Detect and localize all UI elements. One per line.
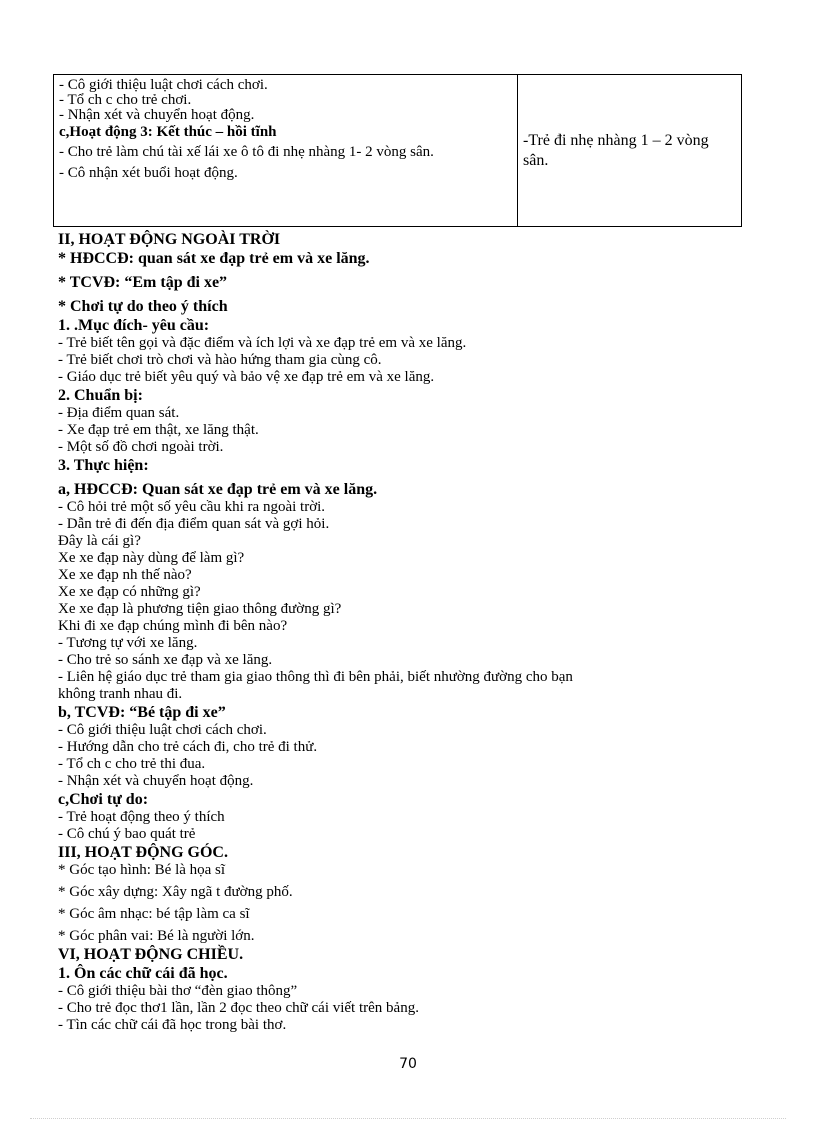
choi-line: * Chơi tự do theo ý thích	[58, 298, 228, 315]
page-number: 70	[399, 1056, 417, 1072]
table-right-text: -Trẻ đi nhẹ nhàng 1 – 2 vòng sân.	[523, 132, 709, 169]
goc-item: * Góc phân vai: Bé là người lớn.	[58, 928, 255, 944]
table-line: - Nhận xét và chuyển hoạt động.	[59, 107, 255, 123]
list-item: - Cô giới thiệu luật chơi cách chơi.	[58, 722, 267, 738]
main-content	[58, 230, 748, 1034]
goc-item: * Góc xây dựng: Xây ngã t đường phố.	[58, 884, 293, 900]
list-item: - Tìn các chữ cái đã học trong bài thơ.	[58, 1017, 287, 1033]
list-item: - Cho trẻ đọc thơ1 lần, lần 2 đọc theo chữ cái viết trên bảng.	[58, 1000, 419, 1016]
muc-dich-title: 1. .Mục đích- yêu cầu:	[58, 317, 210, 334]
list-item: Xe xe đạp có những gì?	[58, 584, 201, 600]
thuc-hien-title: 3. Thực hiện:	[58, 457, 149, 474]
goc-item: * Góc âm nhạc: bé tập làm ca sĩ	[58, 906, 250, 922]
section-title: II, HOẠT ĐỘNG NGOÀI TRỜI	[58, 231, 281, 248]
goc-item: * Góc tạo hình: Bé là họa sĩ	[58, 862, 226, 878]
list-item: - Cô chú ý bao quát trẻ	[58, 826, 196, 842]
a-title: a, HĐCCĐ: Quan sát xe đạp trẻ em và xe lăng.	[58, 481, 378, 498]
list-item: - Nhận xét và chuyển hoạt động.	[58, 773, 254, 789]
table-paragraph: - Cô nhận xét buổi hoạt động.	[59, 165, 238, 181]
list-item: - Cô giới thiệu bài thơ “đèn giao thông”	[58, 983, 298, 999]
hdccd-line: * HĐCCĐ: quan sát xe đạp trẻ em và xe lăng.	[58, 250, 370, 267]
table-paragraph: - Cho trẻ làm chú tài xế lái xe ô tô đi nhẹ nhàng 1- 2 vòng sân.	[59, 144, 434, 160]
list-item: - Trẻ biết chơi trò chơi và hào hứng tham gia cùng cô.	[58, 352, 382, 368]
list-item: - Xe đạp trẻ em thật, xe lăng thật.	[58, 422, 259, 438]
list-item: Đây là cái gì?	[58, 533, 141, 549]
b-title: b, TCVĐ: “Bé tập đi xe”	[58, 704, 226, 721]
table-left-cell	[54, 75, 518, 227]
section-title: III, HOẠT ĐỘNG GÓC.	[58, 844, 228, 861]
list-item: - Cho trẻ so sánh xe đạp và xe lăng.	[58, 652, 273, 668]
list-item: - Hướng dẫn cho trẻ cách đi, cho trẻ đi thử.	[58, 739, 318, 755]
list-item: - Dẫn trẻ đi đến địa điểm quan sát và gợi hỏi.	[58, 516, 330, 532]
table-line: - Cô giới thiệu luật chơi cách chơi.	[59, 77, 268, 93]
list-item: - Một số đồ chơi ngoài trời.	[58, 439, 224, 455]
list-item: - Cô hỏi trẻ một số yêu cầu khi ra ngoài trời.	[58, 499, 326, 515]
list-item: - Liên hệ giáo dục trẻ tham gia giao thông thì đi bên phải, biết nhường đường cho bạn	[58, 669, 573, 685]
section-title: VI, HOẠT ĐỘNG CHIỀU.	[58, 946, 244, 963]
c-title: c,Chơi tự do:	[58, 791, 149, 808]
on-title: 1. Ôn các chữ cái đã học.	[58, 965, 228, 982]
list-item: Khi đi xe đạp chúng mình đi bên nào?	[58, 618, 288, 634]
list-item: Xe xe đạp là phương tiện giao thông đường gì?	[58, 601, 342, 617]
footer-divider	[30, 1118, 786, 1119]
table-right-cell	[518, 75, 742, 227]
list-item: Xe xe đạp này dùng để làm gì?	[58, 550, 245, 566]
list-item: - Tổ ch c cho trẻ thi đua.	[58, 756, 206, 772]
list-item: Xe xe đạp nh thế nào?	[58, 567, 192, 583]
list-item: - Trẻ biết tên gọi và đặc điểm và ích lợi và xe đạp trẻ em và xe lăng.	[58, 335, 467, 351]
activity-table	[53, 74, 742, 227]
list-item: - Địa điểm quan sát.	[58, 405, 180, 421]
list-item: - Tương tự với xe lăng.	[58, 635, 198, 651]
list-item: không tranh nhau đi.	[58, 686, 183, 702]
chuan-bi-title: 2. Chuẩn bị:	[58, 387, 143, 404]
table-heading: c,Hoạt động 3: Kết thúc – hồi tĩnh	[59, 124, 277, 140]
list-item: - Trẻ hoạt động theo ý thích	[58, 809, 225, 825]
list-item: - Giáo dục trẻ biết yêu quý và bảo vệ xe đạp trẻ em và xe lăng.	[58, 369, 435, 385]
table-line: - Tổ ch c cho trẻ chơi.	[59, 92, 192, 108]
tcvd-line: * TCVĐ: “Em tập đi xe”	[58, 274, 228, 291]
